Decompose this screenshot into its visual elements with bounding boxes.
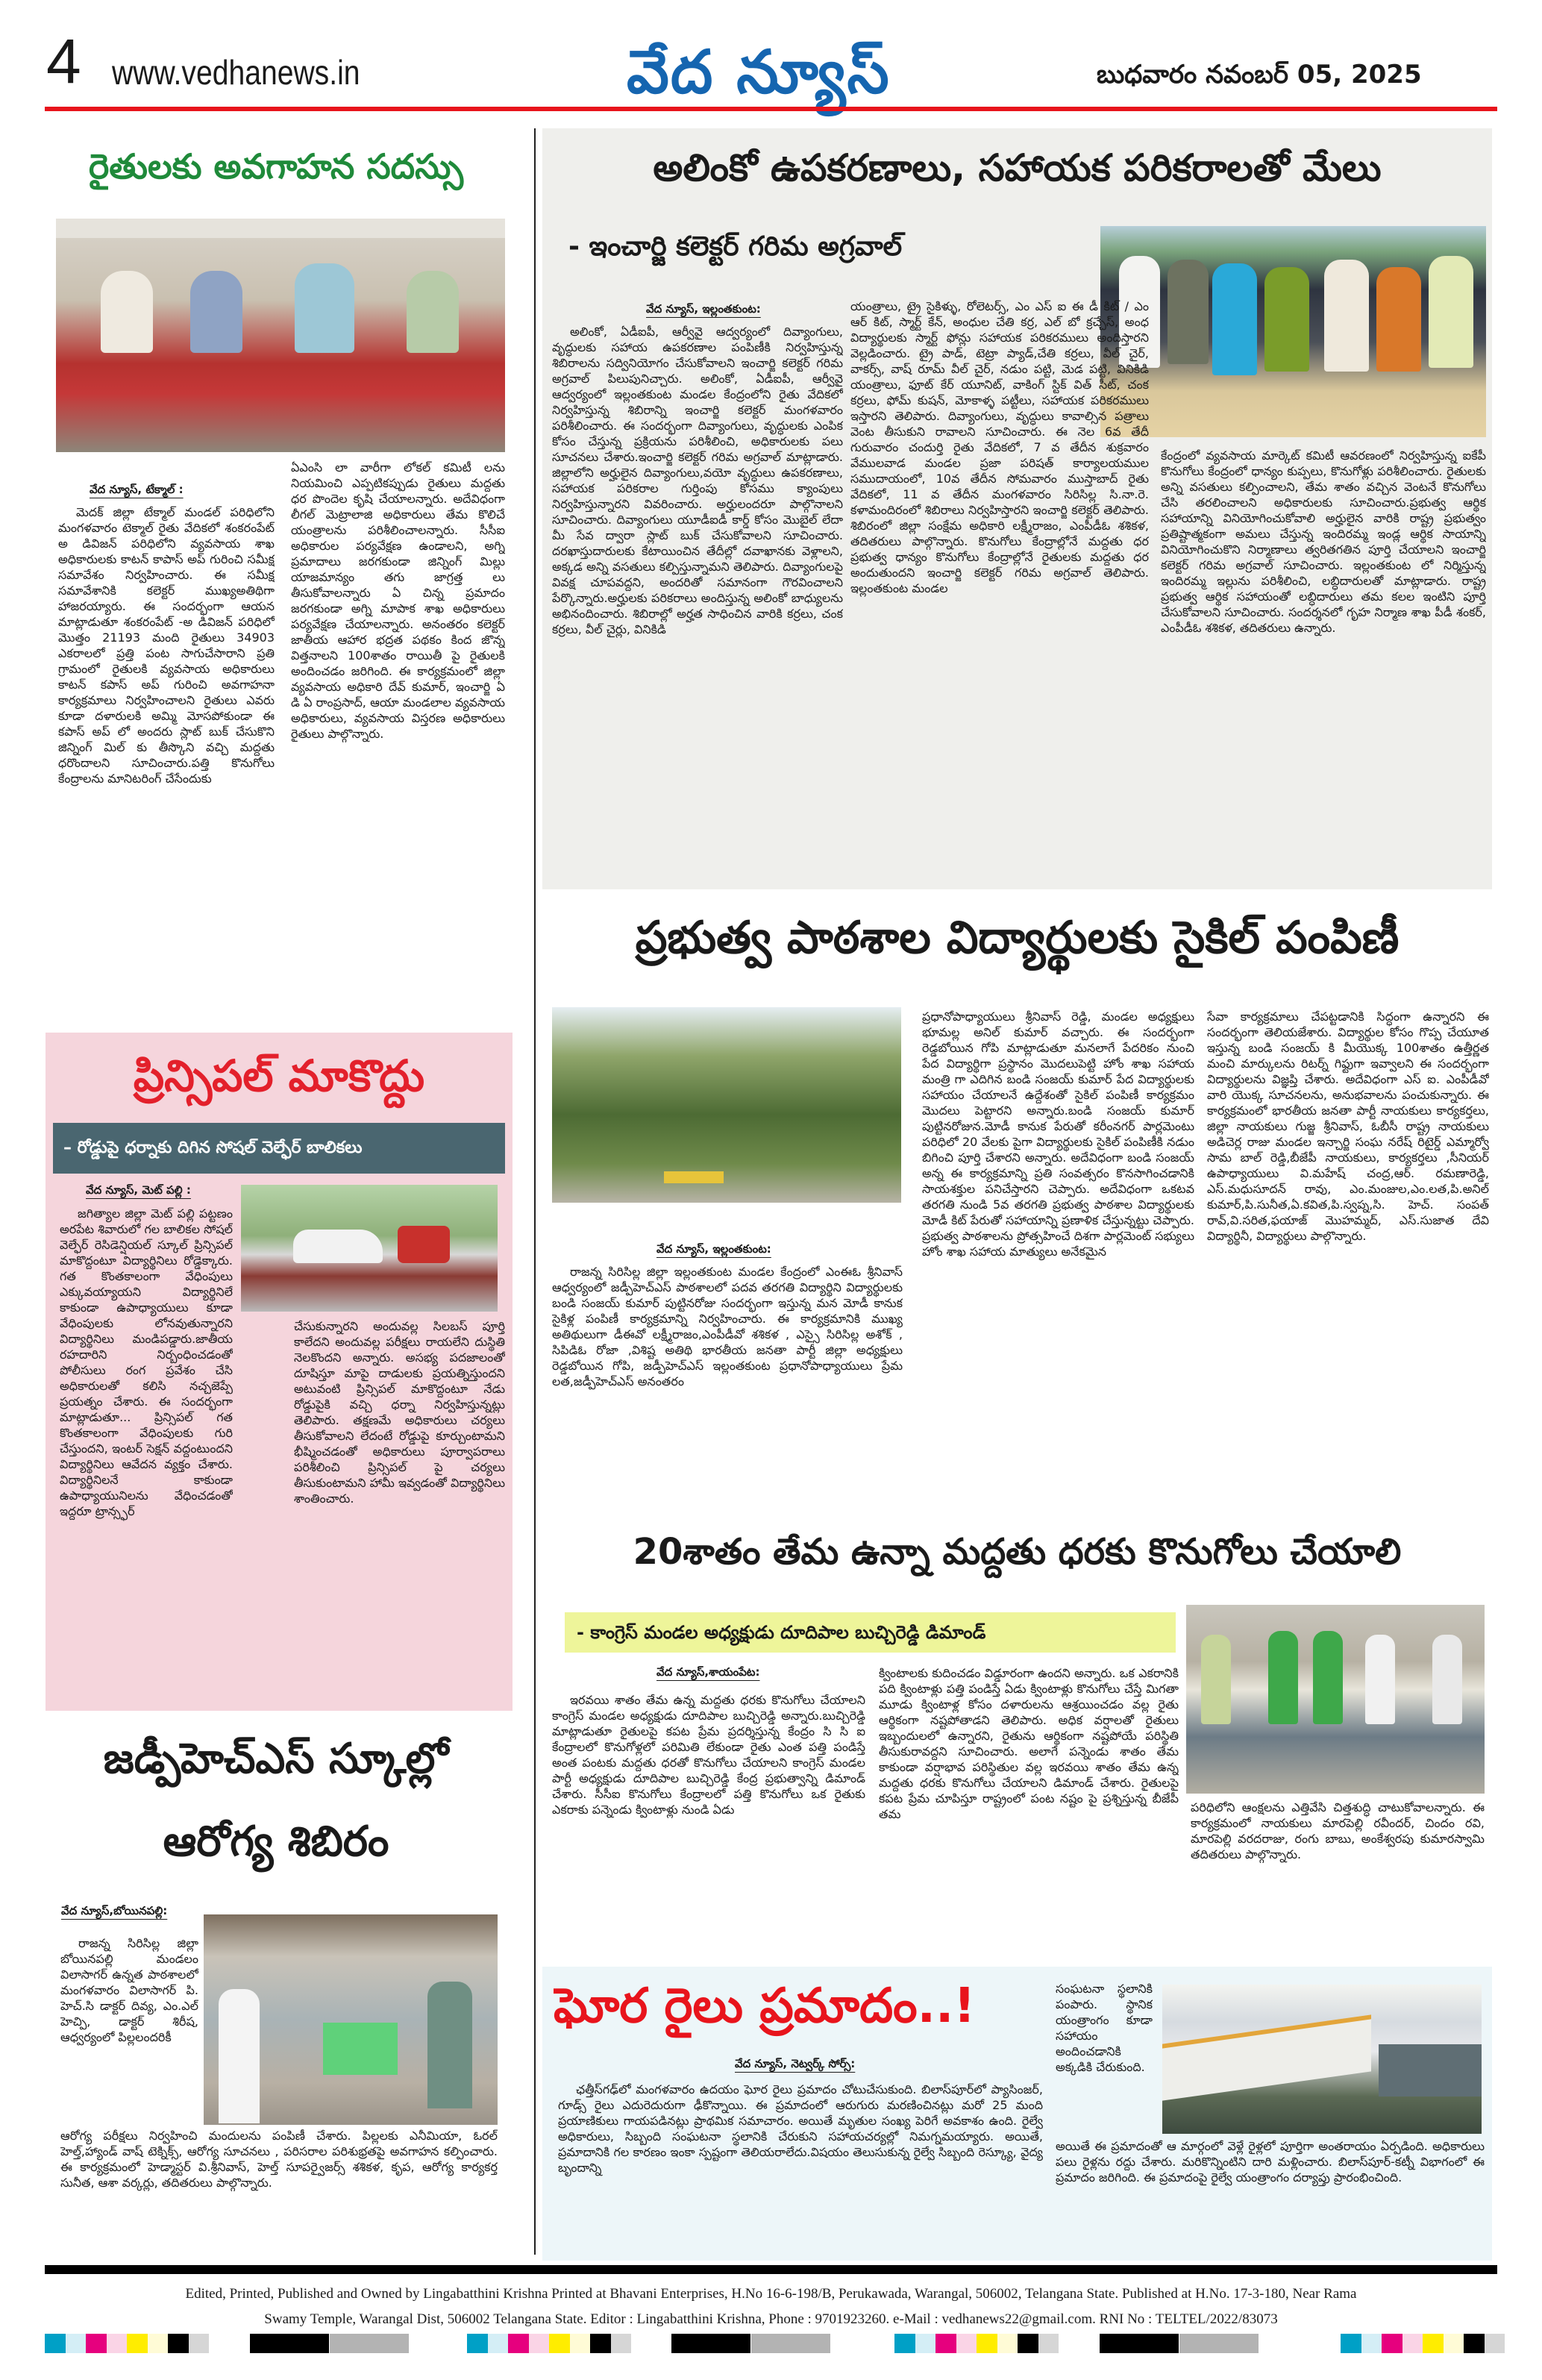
tone-block <box>751 2334 830 2353</box>
color-swatch <box>148 2334 169 2353</box>
imprint <box>45 2282 1497 2332</box>
article-text-cycles-col2: ప్రధానోపాధ్యాయులు శ్రీనివాస్ రెడ్డి, మండల అధ్యక్షులు భూమల్ల అనిల్ కుమార్ వచ్చారు. ఈ సందర్భంగా రెడ్డబోయిన గోపి మాట్లాడుతూ మనలాగే పేదరికం నుంచి పేద విద్యార్థిగా ప్రస్థానం మొదలుపెట్టి హోం శాఖ సహాయ మంత్రి గా ఎదిగిన బండి సంజయ్ కుమార్ పేద విద్యార్థులకు సహాయం చేయాలనే ఉద్దేశంతో సైకిల్ పంపిణీ కార్యక్రమం మొదలు పెట్టారని అన్నారు.బండి సంజయ్ కుమార్ పుట్టినరోజున.మోడీ కానుక పేరుతో కరీంనగర్ పార్లమెంటు పరిధిలో 20 వేలకు పైగా విద్యార్థులకు సైకిల్ పంపిణీకి నడుం బిగించి పూర్తి చేశారని అన్నారు. అదేవిధంగా బండి సంజయ్ అన్న ఈ కార్యక్రమాన్ని ప్రతి సంవత్సరం కొనసాగించడానికి సాయశక్తుల పనిచేస్తారని చెప్పారు. అదేవిధంగా ఒకటవ తరగతి నుండి 5వ తరగతి ప్రభుత్వ పాఠశాల విద్యార్థులకు మోడీ కిట్ పేరుతో సహాయాన్ని ప్రణాళిక చేస్తున్నట్టు చెప్పారు. ప్రభుత్వ పాఠశాలను ప్రోత్సహించే దిశగా పార్లమెంట్ సభ్యులు హోం శాఖ సహాయ మాత్యులు అనేకమైన <box>922 1009 1194 1259</box>
page-number: 4 <box>46 26 81 96</box>
dateline-train: వేద న్యూస్, నెట్వర్క్ సోర్స్: <box>735 2057 856 2070</box>
color-swatch <box>997 2334 1018 2353</box>
subhead-principal: – రోడ్డుపై ధర్నాకు దిగిన సోషల్ వెల్ఫేర్ బాలికలు <box>53 1123 505 1174</box>
issue-date: బుధవారం నవంబర్ 05, 2025 <box>1097 60 1422 90</box>
color-swatch <box>107 2334 128 2353</box>
color-swatch <box>611 2334 632 2353</box>
color-swatch <box>1444 2334 1464 2353</box>
photo-students-protest <box>241 1185 498 1312</box>
column-divider <box>534 128 536 2255</box>
dateline-farmers: వేద న్యూస్, టేక్మాల్ : <box>90 483 184 496</box>
photo-congress-leaders <box>1186 1605 1485 1794</box>
color-swatch <box>66 2334 87 2353</box>
article-text-train-col2: సంఘటనా స్థలానికి పంపారు. స్థానిక యంత్రాంగం కూడా సహాయం అందించడానికి అక్కడికి చేరుకుంది. <box>1056 1982 1153 2074</box>
imprint-line-1: Edited, Printed, Published and Owned by Lingabatthini Krishna Printed at Bhavani Enterprises, H.No 16-6-198/B, Perukawada, Warangal, 506002, Telangana State. Published at H.No. 17-3-180, Near Rama <box>185 2286 1357 2302</box>
article-text-train-col3: అయితే ఈ ప్రమాదంతో ఆ మార్గంలో వెళ్లే రైళ్లలో పూర్తిగా అంతరాయం ఏర్పడింది. అధికారులు పలు రైళ్లను రద్దు చేశారు. మరికొన్నింటిని దారి మళ్లించారు. బిలాస్‌పూర్-కట్నీ విభాగంలో ఈ ప్రమాదం జరిగింది. ఈ ప్రమాదంపై రైల్వే యంత్రాంగం దర్యాప్తు ప్రారంభించింది. <box>1056 2139 1485 2185</box>
article-text-alimco-col3: కేంద్రంలో వ్యవసాయ మార్కెట్ కమిటీ ఆవరణంలో నిర్వహిస్తున్న ఐకేపీ కొనుగోలు కేంద్రంలో ధాన్యం కుప్పలు, కొనుగోళ్లు పరిశీలించారు. రైతులకు అన్ని వసతులు కల్పించాలని, తేమ శాతం వచ్చిన వెంటనే కొనుగోలు చేసి తరలించాలని అధికారులకు సూచించారు.ప్రభుత్వ ఆర్థిక సహాయాన్ని వినియోగించుకోవాలి అర్హులైన వారికి రాష్ట్ర ప్రభుత్వం ప్రతిష్టాత్మకంగా అమలు చేస్తున్న ఇందిరమ్మ ఇండ్ల ఆర్థిక సాయాన్ని వినియోగించుకొని నిర్మాణాలు త్వరితగతిన పూర్తి చేయాలని ఇంచార్జి కలెక్టర్ గరిమ అగ్రవాల్ సూచించారు. ఇల్లంతకుంట లో నిర్మిస్తున్న ఇందిరమ్మ ఇల్లును పరిశీలించి, లబ్ధిదారులతో మాట్లాడారు. రాష్ట్ర ప్రభుత్వ ఆర్థిక సహాయంతో లబ్ధిదారులు తమ కలల ఇంటిని పూర్తి చేసుకోవాలని సూచించారు. సందర్శనలో గృహ నిర్మాణ శాఖ పీడీ శంకర్, ఎంపీడీఓ శశికళ, తదితరులు ఉన్నారు. <box>1161 448 1486 635</box>
photo-collector-inspection <box>1100 226 1486 437</box>
color-swatch <box>1423 2334 1444 2353</box>
footer-rule <box>45 2265 1497 2274</box>
article-text-alimco-col1: అలింకో, ఏడీఐపీ, ఆర్వీవై ఆద్వర్యంలో దివ్యాంగులు, వృద్ధులకు సహాయ ఉపకరణాల పంపిణీకి నిర్వహిస్తున్న శిబిరాలను సద్వినియోగం చేసుకోవాలని ఇంచార్జి కలెక్టర్ గరిమ అగ్రవాల్ పిలుపునిచ్చారు. అలింకో, ఏడీఐపీ, ఆర్వీవై ఆద్వర్యంలో ఇల్లంతకుంట మండల కేంద్రంలోని రైతు వేదికలో నిర్వహిస్తున్న శిబిరాన్ని ఇంచార్జి కలెక్టర్ మంగళవారం పరిశీలించారు. ఈ సందర్భంగా దివ్యాంగులు, వృద్ధులకు ఎంపిక కోసం చేస్తున్న ప్రక్రియను పరిశీలించి, అధికారులకు పలు సూచనలు చేశారు.ఇంచార్జి కలెక్టర్ గరిమ అగ్రవాల్ మాట్లాడారు. జిల్లాలోని అర్హులైన దివ్యాంగులు,వయో వృద్ధులు ఉపకరణాలు, సహాయక పరికరాల గుర్తింపు కోసము క్యాంపులు నిర్వహిస్తున్నారని వివరించారు. అర్హులందరూ పాల్గొనాలని సూచించారు. దివ్యాంగులు యూడీఐడీ కార్డ్ కోసం మొబైల్ లేదా మీ సేవ ద్వారా స్లాట్ బుక్ చేసుకోవాలని సూచించారు. దరఖాస్తుదారులకు కేటాయించిన తేదీల్లో దవాఖానకు వెళ్లాలని, అక్కడ అన్ని వసతులు కల్పిస్తున్నామని తెలిపారు. దివ్యాంగులపై వివక్ష చూపవద్దని, అందరితో సమానంగా గౌరవించాలని పేర్కొన్నారు.అర్హులకు పరికరాలు అందిస్తున్న అలింకో బాధ్యులను అభినందించారు. శిబిరాల్లో అర్హత సాధించిన వారికి కర్రలు, చంక కర్రలు, వీల్ చైర్లు, వినికిడి <box>552 325 843 636</box>
color-swatch <box>508 2334 529 2353</box>
header-rule <box>45 107 1497 111</box>
color-swatch <box>1341 2334 1361 2353</box>
article-text-alimco-col2: యంత్రాలు, ట్రై సైకిళ్ళు, రోలెటర్స్, ఎం ఎస్ ఐ ఈ డీ కిట్ / ఎం ఆర్ కిట్, స్మార్ట్ కేన్, అంధుల చేతి కర్ర, ఎల్ బో క్రచ్చేస్, అంధ విద్యార్థులకు స్మార్ట్ ఫోన్లు సహాయక పరికరములు అందిస్తారని వెల్లడించారు. ట్రై పాడ్, టెట్రా ప్యాడ్,చేతి కర్రలు, వీల్ చైర్, వాకర్స్, వాష్ రూమ్ వీల్ చైర్, నడుం పట్టి, మెడ పట్టి, వినికిడి యంత్రాలు, ఫూట్ కేర్ యూనిట్, వాకింగ్ స్టిక్ విత్ సీట్, చంక కర్రలు, ఫోమ్ కుషన్, మోకాళ్ళ పట్టీలు, సహాయక పరికరములు ఇస్తారని తెలిపారు. దివ్యాంగులు, వృద్ధులు కావాల్సిన పత్రాలు వెంట తీసుకుని రావాలని సూచించారు. ఈ నెల 6వ తేదీ గురువారం చందుర్తి రైతు వేదికలో, 7 వ తేదీన శుక్రవారం వేములవాడ మండల ప్రజా పరిషత్ కార్యాలయముల సముదాయంలో, 10వ తేదీన సోమవారం ముస్తాబాద్ రైతు వేదికలో, 11 వ తేదీన మంగళవారం సిరిసిల్ల సి.నా.రె. కళామందిరంలో శిబిరాలు నిర్వహిస్తారని ఇంచార్జి కలెక్టర్ తెలిపారు. శిబిరంలో జిల్లా సంక్షేమ అధికారి లక్ష్మీరాజం, ఎంపీడీఓ శశికళ, తదితరులు పాల్గొన్నారు. కొనుగోలు కేంద్రాల్లోనే మద్దతు ధర ప్రభుత్వ ధాన్యం కొనుగోలు కేంద్రాల్లోనే రైతులకు మద్దతు ధర అందుతుందని ఇంచార్జి కలెక్టర్ గరిమ అగ్రవాల్ తెలిపారు. ఇల్లంతకుంట మండల <box>850 299 1149 595</box>
color-swatch <box>935 2334 956 2353</box>
article-text-moisture-col2: క్వింటాలకు కుదించడం విడ్డూరంగా ఉందని అన్నారు. ఒక ఎకరానికి పది క్వింటాళ్లు పత్తి పండిస్తే ఏడు క్వింటాళ్లు కొనుగోలు చేస్తే మిగతా మూడు క్వింటాళ్ల కోసం దళారులను ఆశ్రయించడం వల్ల రైతు ఆర్థికంగా నష్టపోతాడని తెలిపారు. అధిక వర్షాలతో రైతులు ఇబ్బందులలో ఉన్నారని, రైతును ఆర్థికంగా నష్టపోయే పరిస్థితి తీసుకురావద్దని సూచించారు. అలాగే పన్నెండు శాతం తేమ కాకుండా వర్షాభావ పరిస్థితుల వల్ల ఇరవయి శాతం తేమ ఉన్న మద్దతు ధరకు కొనుగోలు చేయాలని డిమాండ్ చేశారు. రైతులపై కపట ప్రేమ చూపిస్తూ రాష్ట్రంలో పంట నష్టం పై ప్రశ్నిస్తున్న బీజేపీ తమ <box>879 1666 1179 1821</box>
color-swatch <box>45 2334 66 2353</box>
article-text-principal-col2: చేసుకున్నారని అందువల్ల సిలబస్ పూర్తి కాలేదని అందువల్ల పరీక్షలు రాయలేని దుస్థితి నెలకొందని అన్నారు. అసభ్య పదజాలంతో దూషిస్తూ మాపై దాడులకు ప్రయత్నిస్తుందని అటువంటి ప్రిన్సిపల్ మాకొద్దంటూ నేడు రోడ్డుపైకి వచ్చి ధర్నా నిర్వహిస్తున్నట్లు తెలిపారు. తక్షణమే అధికారులు చర్యలు తీసుకోవాలని లేదంటే రోడ్డుపై కూర్చుంటామని భీష్మించడంతో అధికారులు పూర్వాపరాలు పరిశీలించి ప్రిన్సిపల్ పై చర్యలు తీసుకుంటామని హామీ ఇవ్వడంతో విద్యార్థినిలు శాంతించారు. <box>294 1319 505 1506</box>
headline-train: ఘోర రైలు ప్రమాదం..! <box>554 1979 976 2034</box>
article-text-farmers-col1: మెదక్ జిల్లా టేక్మాల్ మండల్ పరిధిలోని మంగళవారం టెక్మాల్ రైతు వేదికలో శంకరంపేట్ అ డివిజన్ పరిధిలోని వ్యవసాయ శాఖ అధికారులకు కాటన్ కాపాస్ అప్ గురించి సమీక్ష సమావేశం నిర్వహించారు. ఈ సమీక్ష సమావేశానికి కలెక్టర్ ముఖ్యఅతిథిగా హాజరయ్యారు. ఈ సందర్భంగా ఆయన మాట్లాడుతూ శంకరంపేట్ -అ డివిజన్ పరిధిలో మొత్తం 21193 మంది రైతులు 34903 ఎకరాలలో ప్రత్తి పంట సాగుచేసారాని ప్రతి గ్రామంలో రైతులకి వ్యవసాయ అధికారులు కాటన్ కపాస్ అప్ గురించి అవగాహనా కార్యక్రమాలు నిర్వహించాలని రైతులు ఎవరు కూడా దళారులకి అమ్మి మోసపోకుండా ఈ కపాస్ అప్ లో అందరు స్లాట్ బుక్ చేసుకొని జిన్నింగ్ మిల్ కు తీస్కొని వచ్చి మద్దతు ధరొందాలని సూచించారు.పత్తి కొనుగోలు కేంద్రాలను మానిటరింగ్ చేసేందుకు <box>58 505 275 786</box>
dateline-alimco: వేద న్యూస్, ఇల్లంతకుంట: <box>646 302 761 316</box>
color-swatch <box>549 2334 570 2353</box>
color-swatch <box>189 2334 210 2353</box>
headline-moisture: 20శాతం తేమ ఉన్నా మద్దతు ధరకు కొనుగోలు చేయాలి <box>633 1531 1402 1573</box>
color-swatch <box>168 2334 189 2353</box>
photo-school-trees <box>552 1007 901 1203</box>
color-swatch <box>1382 2334 1402 2353</box>
photo-farmers-meeting <box>56 219 505 452</box>
headline-alimco: అలింకో ఉపకరణాలు, సహాయక పరికరాలతో మేలు <box>653 146 1382 190</box>
dateline-cycles: వేద న్యూస్, ఇల్లంతకుంట: <box>656 1242 771 1256</box>
article-text-cycles-col1: రాజన్న సిరిసిల్ల జిల్లా ఇల్లంతకుంట మండల కేంద్రంలో ఎంఈఓ శ్రీనివాస్ ఆధ్వర్యంలో జడ్పీహెచ్ఎస్ పాఠశాలలో పదవ తరగతి విద్యార్థిని విద్యార్థులకు బండి సంజయ్ కుమార్ పుట్టినరోజు సందర్భంగా ఇస్తున్న మన మోడీ కానుక సైకిళ్ల పంపిణీ కార్యక్రమాన్ని నిర్వహించారు. ఈ కార్యక్రమానికి ముఖ్య అతిథులుగా డీఈవో లక్ష్మీరాజం,ఎంపీడీవో శశికళ , ఎస్సై సిరిసిల్ల అశోక్ , సిపిడిఓ రోజా ,విశిష్ట అతిథి భారతీయ జనతా పార్టీ జిల్లా అధ్యక్షులు రెడ్డబోయిన గోపి, జడ్పీహెచ్ఎస్ ఇల్లంతకుంట ప్రధానోపాధ్యాయులు ప్రేమ లత,జడ్పీహెచ్ఎస్ అనంతరం <box>552 1265 903 1388</box>
color-swatch <box>977 2334 997 2353</box>
article-text-cycles-col3: సేవా కార్యక్రమాలు చేపట్టడానికి సిద్ధంగా ఉన్నారని ఈ సందర్భంగా తెలియజేశారు. విద్యార్థుల కోసం గొప్ప చేయూత ఇస్తున్న బండి సంజయ్ కి మీయొక్క 100శాతం ఉత్తీర్ణత మంచి మార్కులను రిటర్న్ గిఫ్టుగా ఇవ్వాలని ఈ సందర్భంగా విద్యార్థులను విజ్ఞప్తి చేశారు. అదేవిధంగా ఎస్ ఐ. ఎంపీడీవో వారి యొక్క సూచనలను, అనుభవాలను పంచుకున్నారు. ఈ కార్యక్రమంలో భారతీయ జనతా పార్టీ నాయకులు కార్యకర్తలు, జిల్లా నాయకులు గుజ్జ శ్రీనివాస్, ఓబీసీ రాష్ట్ర నాయకులు అడిచెర్ల రాజు మండల ఇన్చార్జి సంఘ నరేష్ రిటైర్డ్ ఎమ్మార్వో సామ బాల్ రెడ్డి,బీజేపీ నాయకులు, కార్యకర్తలు ,సీనియర్ ఉపాధ్యాయులు వి.మహేష్ చంద్ర,ఆర్. రమణారెడ్డి, ఎస్.మధుసూదన్ రావు, ఎం.మంజుల,ఎం.లత,పి.అనిల్ కుమార్,పి.సునీత,ఏ.కవిత,పి.స్వప్న,సి. హెచ్. సంపత్ రావ్,వి.సరిత,ఫయాజ్ మొహమ్మద్, ఎస్.సుజాత దేవి విద్యార్థినీ, విద్యార్థులు పాల్గొన్నారు. <box>1207 1009 1489 1243</box>
dateline-principal: వేద న్యూస్, మెట్ పల్లి : <box>86 1183 191 1197</box>
masthead-logo: వేద న్యూస్ <box>627 37 891 107</box>
headline-health-line1: జడ్పీహెచ్ఎస్ స్కూల్లో <box>103 1735 449 1783</box>
color-swatch <box>127 2334 148 2353</box>
article-text-health-col1: రాజన్న సిరిసిల్ల జిల్లా బోయినపల్లి మండలం విలాసాగర్ ఉన్నత పాఠశాలలో మంగళవారం విలాసాగర్ పి. హెచ్.సి డాక్టర్ దివ్య, ఎం.ఎల్ హెచ్పి, డాక్టర్ శిరీష, ఆధ్వర్యంలో పిల్లలందరికీ <box>60 1936 198 2044</box>
article-text-health-col2: ఆరోగ్య పరీక్షలు నిర్వహించి మందులను పంపిణీ చేశారు. పిల్లలకు ఎనీమియా, ఓరల్ హెల్త్,హ్యాండ్ వాష్ టెక్నిక్స్, ఆరోగ్య సూచనలు , పరిసరాల పరిశుభ్రతపై అవగాహన కల్పించారు. ఈ కార్యక్రమంలో హెడ్మాస్టర్ వి.శ్రీనివాస్, హెల్త్ సూపర్వైజర్స్ శశికళ, కృప, ఆరోగ్య కార్యకర్త సునీత, ఆశా వర్కర్లు, తదితరులు పాల్గొన్నారు. <box>60 2129 498 2190</box>
headline-cycles: ప్రభుత్వ పాఠశాల విద్యార్థులకు సైకిల్ పంపిణీ <box>635 912 1400 964</box>
dateline-moisture: వేద న్యూస్,శాయంపేట: <box>656 1665 760 1679</box>
tone-block <box>1100 2334 1179 2353</box>
color-swatch <box>86 2334 107 2353</box>
color-swatch <box>1402 2334 1423 2353</box>
color-swatch <box>1361 2334 1382 2353</box>
headline-principal: ప్రిన్సిపల్ మాకొద్దు <box>133 1050 425 1101</box>
color-swatch <box>467 2334 488 2353</box>
subhead-alimco: - ఇంచార్జి కలెక్టర్ గరిమ అగ్రవాల్ <box>568 231 903 262</box>
photo-health-camp <box>204 1914 498 2125</box>
tone-block <box>671 2334 750 2353</box>
imprint-line-2: Swamy Temple, Warangal Dist, 506002 Telangana State. Editor : Lingabatthini Krishna, Phone : 9701923260. e-Mail : vedhanews22@gmail.com. RNI No : TELTEL/2022/83073 <box>264 2311 1278 2327</box>
article-text-farmers-col2: ఏఎంసి లా వారీగా లోకల్ కమిటీ లను నియమించి ఎప్పటికప్పుడు రైతులు మద్దతు ధర పొందెల కృషి చేయాలన్నారు. అదేవిధంగా లీగల్ మెట్రాలాజి అధికారులు తేమ కొలిచే యంత్రాలను పరిశీలించాలన్నారు. సీసీఐ అధికారుల పర్యవేక్షణ ఉండాలని, అగ్ని ప్రమాదాలు జరగకుండా జిన్నింగ్ మిల్లు యాజమాన్యం తగు జాగ్రత్త లు తీసుకోవాలన్నారు ఏ చిన్న ప్రమాదం జరగకుండా అగ్ని మాపాక శాఖ అధికారులు పర్యవేక్షణ చేయాలన్నారు. అనంతరం కలెక్టర్ జాతీయ ఆహార భద్రత పథకం కింద జొన్న విత్తనాలని 100శాతం రాయితీ పై రైతులకి అందించడం జరిగింది. ఈ కార్యక్రమంలో జిల్లా వ్యవసాయ అధికారి దేవ్ కుమార్, ఇంచార్జి ఏ డి ఏ రాంప్రసాద్, ఆయా మండలాల వ్యవసాయ అధికారులు, వ్యవసాయ విస్తరణ అధికారులు రైతులు పాల్గొన్నారు. <box>291 460 505 741</box>
tone-block <box>250 2334 329 2353</box>
photo-train-accident <box>1162 1985 1482 2134</box>
color-swatch <box>1038 2334 1059 2353</box>
color-swatch <box>590 2334 611 2353</box>
color-swatch <box>956 2334 977 2353</box>
color-swatch <box>1464 2334 1485 2353</box>
tone-block <box>1179 2334 1259 2353</box>
color-swatch <box>1485 2334 1505 2353</box>
headline-health-line2: ఆరోగ్య శిబిరం <box>163 1817 389 1866</box>
headline-farmers: రైతులకు అవగాహన సదస్సు <box>88 146 463 187</box>
subhead-moisture: - కాంగ్రెస్ మండల అధ్యక్షుడు దూదిపాల బుచ్చిరెడ్డి డిమాండ్ <box>565 1612 1176 1653</box>
article-text-moisture-col3: పరిధిలోని ఆంక్షలను ఎత్తివేసి చిత్తశుద్ధి చాటుకోవాలన్నారు. ఈ కార్యక్రమంలో నాయకులు మారపెల్లి రవీందర్, చిందం రవి, మారపెల్లి వరదరాజు, రంగు బాబు, అంకేశ్వరపు కుమారస్వామి తదితరులు పాల్గొన్నారు. <box>1191 1800 1485 1861</box>
article-text-moisture-col1: ఇరవయి శాతం తేమ ఉన్న మద్దతు ధరకు కొనుగోలు చేయాలని కాంగ్రెస్ మండల అధ్యక్షుడు దూదిపాల బుచ్చిరెడ్డి అన్నారు.బుచ్చిరెడ్డి మాట్లాడుతూ రైతులపై కపట ప్రేమ ప్రదర్శిస్తున్న కేంద్రం సి సి ఐ కేంద్రాలలో కొనుగోళ్లలో పరిమితి లేకుండా రైతు ఎంత పత్తి పండిస్తే అంత పంటకు మద్దతు ధరతో కొనుగోలు చేయాలని కాంగ్రెస్ మండల పార్టీ అధ్యక్షుడు దూదిపాల బుచ్చిరెడ్డి కేంద్ర ప్రభుత్వాన్ని డిమాండ్ చేశారు. సీసీఐ కొనుగోలు కేంద్రాలలో పత్తి కొనుగోలు ఒక రైతుకు ఎకరాకు పన్నెండు క్వింటాళ్లు నుండి ఏడు <box>552 1693 865 1817</box>
color-swatch <box>529 2334 550 2353</box>
article-text-train-col1: ఛత్తీస్‌గఢ్‌లో మంగళవారం ఉదయం ఘోర రైలు ప్రమాదం చోటుచేసుకుంది. బిలాస్‌పూర్‌లో ప్యాసింజర్, గూడ్స్ రైలు ఎదురెదురుగా ఢీకొన్నాయి. ఈ ప్రమాదంలో ఆరుగురు మరణించినట్లు మరో 25 మంది ప్రయాణికులు గాయపడినట్లు ప్రాథమిక సమాచారం. అయితే మృతుల సంఖ్య పెరిగే అవకాశం ఉంది. రైల్వే అధికారులు, సిబ్బంది సంఘటనా స్థలానికి చేరుకుని సహాయచర్యల్లో నిమగ్నమయ్యారు. అయితే, ప్రమాదానికి గల కారణం ఇంకా స్పష్టంగా తెలియరాలేదు.విషయం తెలుసుకున్న రైల్వే సిబ్బంది రెస్క్యూ, వైద్య బృందాన్ని <box>558 2082 1043 2175</box>
website-url[interactable]: www.vedhanews.in <box>112 53 360 92</box>
dateline-health: వేద న్యూస్,బోయినపల్లి: <box>61 1904 168 1917</box>
tone-block <box>330 2334 409 2353</box>
color-swatch <box>1018 2334 1038 2353</box>
color-swatch <box>488 2334 509 2353</box>
color-swatch <box>915 2334 936 2353</box>
article-text-principal-col1: జగిత్యాల జిల్లా మెట్ పల్లి పట్టణం అరపేట శివారులో గల బాలికల సోషల్ వెల్ఫేర్ రెసిడెన్షియల్ స్కూల్ ప్రిన్సిపల్ మాకొద్దంటూ విద్యార్థినిలు రోడ్డెక్కారు. గత కొంతకాలంగా వేధింపులు ఎక్కువయ్యాయని విద్యార్థినిలే కాకుండా ఉపాధ్యాయులు కూడా వేధింపులకు లోనవుతున్నారని విద్యార్థినిలు మండిపడ్డారు.జాతీయ రహదారిని నిర్బంధించడంతో పోలీసులు రంగ ప్రవేశం చేసి అధికారులతో కలిసి నచ్చజెప్పే ప్రయత్నం చేశారు. ఈ సందర్భంగా మాట్లాడుతూ... ప్రిన్సిపల్ గత కొంతకాలంగా వేధింపులకు గురి చేస్తుందని, ఇంటర్ సెక్షన్ వద్దంటుందని విద్యార్థినిలు ఆవేదన వ్యక్తం చేశారు. విద్యార్థినిలనే కాకుండా ఉపాధ్యాయునిలను వేధించడంతో ఇద్దరూ ట్రాన్స్ఫర్ <box>60 1206 233 1518</box>
color-swatch <box>894 2334 915 2353</box>
color-swatch <box>570 2334 591 2353</box>
